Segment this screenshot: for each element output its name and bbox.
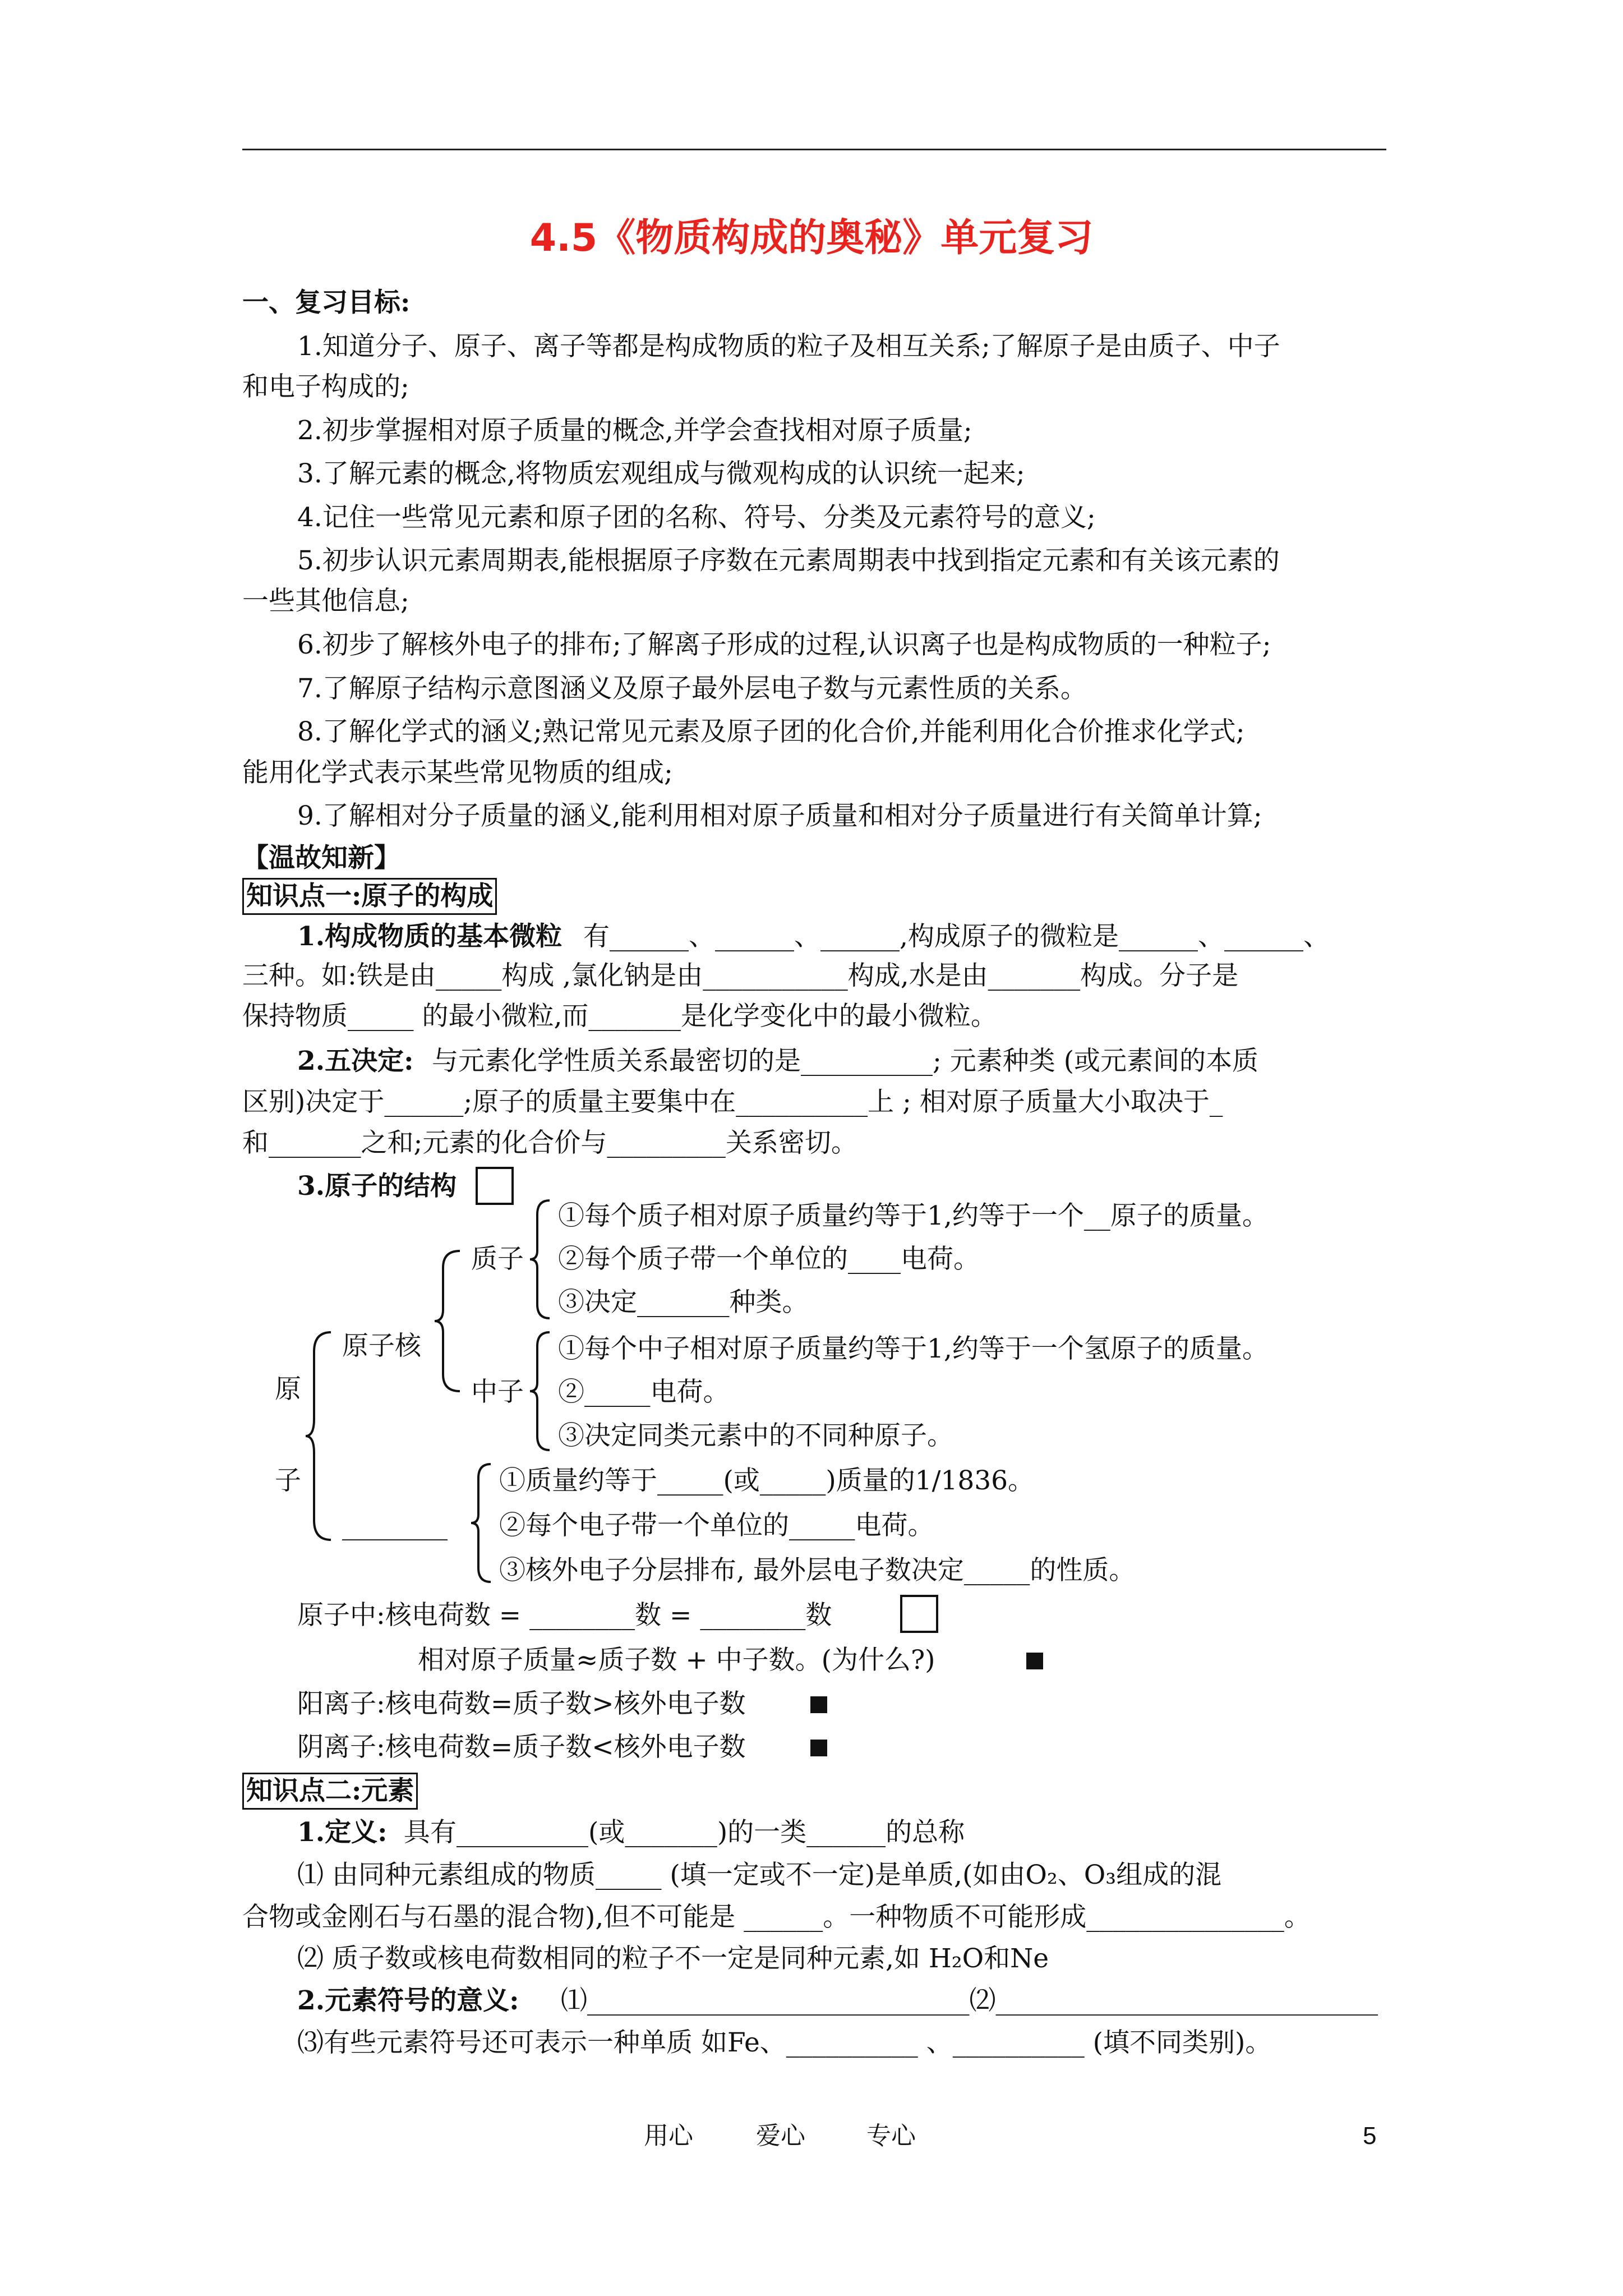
definition-text: 具有__________(或_______)的一类______的总称	[404, 1817, 965, 1848]
goal-line: 2.初步掌握相对原子质量的概念,并学会查找相对原子质量;	[297, 415, 972, 446]
black-square	[810, 1696, 827, 1713]
footer-text: 用心	[644, 2122, 693, 2150]
footer-text: 专心	[866, 2122, 916, 2150]
kp2-label: 知识点二:元素	[242, 1773, 418, 1810]
section-heading: 一、复习目标:	[242, 287, 411, 318]
neutron-item: ①每个中子相对原子质量约等于1,约等于一个氢原子的质量。	[558, 1333, 1269, 1364]
footer-text: 爱心	[756, 2122, 805, 2150]
kp1-label: 知识点一:原子的构成	[242, 878, 497, 915]
anion-line: 阴离子:核电荷数=质子数<核外电子数	[297, 1732, 746, 1763]
q1-lead: 1.构成物质的基本微粒	[297, 921, 562, 952]
goal-line: 6.初步了解核外电子的排布;了解离子形成的过程,认识离子也是构成物质的一种粒子;	[297, 629, 1271, 660]
q1-text: 有______、______、______,构成原子的微粒是______、______、	[583, 921, 1330, 952]
black-square	[1026, 1653, 1043, 1669]
proton-label: 质子	[471, 1244, 524, 1274]
goal-line: 8.了解化学式的涵义;熟记常见元素及原子团的化合价,并能利用化合价推求化学式;	[297, 716, 1245, 747]
neutron-brace	[527, 1329, 555, 1453]
atom-brace	[303, 1329, 336, 1543]
electron-item: ①质量约等于_____(或_____)质量的1/1836。	[499, 1465, 1035, 1496]
neutron-label: 中子	[471, 1377, 524, 1407]
neutron-item: ③决定同类元素中的不同种原子。	[558, 1420, 953, 1451]
definition-note: 合物或金刚石与石墨的混合物),但不可能是 ______。一种物质不可能形成_______________。	[242, 1902, 1311, 1932]
q3-heading: 3.原子的结构	[297, 1171, 457, 1202]
goal-line: 一些其他信息;	[242, 586, 409, 616]
electron-brace	[468, 1461, 496, 1585]
goal-line: 5.初步认识元素周期表,能根据原子序数在元素周期表中找到指定元素和有关该元素的	[297, 545, 1280, 576]
proton-brace	[527, 1198, 555, 1321]
goal-line: 7.了解原子结构示意图涵义及原子最外层电子数与元素性质的关系。	[297, 673, 1087, 704]
goal-line: 和电子构成的;	[242, 371, 409, 402]
mass-equation: 相对原子质量≈质子数 + 中子数。(为什么?)	[418, 1645, 935, 1676]
goal-line: 1.知道分子、原子、离子等都是构成物质的粒子及相互关系;了解原子是由质子、中子	[297, 331, 1280, 362]
proton-item: ③决定_______种类。	[558, 1287, 809, 1318]
goal-line: 4.记住一些常见元素和原子团的名称、符号、分类及元素符号的意义;	[297, 502, 1096, 533]
empty-box	[476, 1167, 514, 1205]
goal-line: 9.了解相对分子质量的涵义,能利用相对原子质量和相对分子质量进行有关简单计算;	[297, 800, 1262, 831]
q2-text: 和_______之和;元素的化合价与_________关系密切。	[242, 1128, 857, 1158]
page-number: 5	[1363, 2122, 1377, 2150]
atom-equation: 原子中:核电荷数 = ________数 = ________数	[297, 1600, 832, 1631]
q2-text: 与元素化学性质关系最密切的是__________; 元素种类 (或元素间的本质	[432, 1046, 1259, 1076]
empty-box	[900, 1595, 938, 1633]
q1-text: 保持物质_____ 的最小微粒,而_______是化学变化中的最小微粒。	[242, 1001, 997, 1032]
definition-note: ⑵ 质子数或核电荷数相同的粒子不一定是同种元素,如 H₂O和Ne	[297, 1943, 1049, 1974]
goal-line: 能用化学式表示某些常见物质的组成;	[242, 757, 673, 788]
nucleus-label: 原子核	[342, 1331, 421, 1361]
proton-item: ②每个质子带一个单位的____电荷。	[558, 1244, 980, 1274]
symbol-lead: 2.元素符号的意义:	[297, 1985, 519, 2016]
proton-item: ①每个质子相对原子质量约等于1,约等于一个__原子的质量。	[558, 1200, 1269, 1231]
definition-lead: 1.定义:	[297, 1817, 388, 1848]
q2-text: 区别)决定于______;原子的质量主要集中在__________上 ; 相对原子质量大小取决于_	[242, 1087, 1223, 1117]
black-square	[810, 1740, 827, 1756]
goal-line: 3.了解元素的概念,将物质宏观组成与微观构成的认识统一起来;	[297, 458, 1025, 489]
q2-lead: 2.五决定:	[297, 1046, 414, 1076]
atom-char: 原	[275, 1374, 301, 1405]
header-rule	[242, 149, 1386, 150]
cation-line: 阳离子:核电荷数=质子数>核外电子数	[297, 1688, 746, 1719]
neutron-item: ②_____电荷。	[558, 1377, 730, 1407]
symbol-text: ⑴_____________________________⑵_____________________________	[561, 1985, 1378, 2016]
electron-item: ③核外电子分层排布, 最外层电子数决定_____的性质。	[499, 1555, 1136, 1586]
electron-blank: ________	[342, 1510, 448, 1541]
electron-item: ②每个电子带一个单位的_____电荷。	[499, 1510, 934, 1541]
review-heading: 【温故知新】	[242, 843, 400, 873]
nucleus-brace	[432, 1248, 465, 1394]
q1-text: 三种。如:铁是由_____构成 ,氯化钠是由___________构成,水是由_______构成。分子是	[242, 960, 1239, 991]
atom-char: 子	[275, 1465, 301, 1496]
page-title: 4.5《物质构成的奥秘》单元复习	[529, 216, 1094, 260]
symbol-text: ⑶有些元素符号还可表示一种单质 如Fe、__________ 、__________ (填不同类别)。	[297, 2027, 1272, 2058]
definition-note: ⑴ 由同种元素组成的物质_____ (填一定或不一定)是单质,(如由O₂、O₃组成的混	[297, 1860, 1222, 1890]
